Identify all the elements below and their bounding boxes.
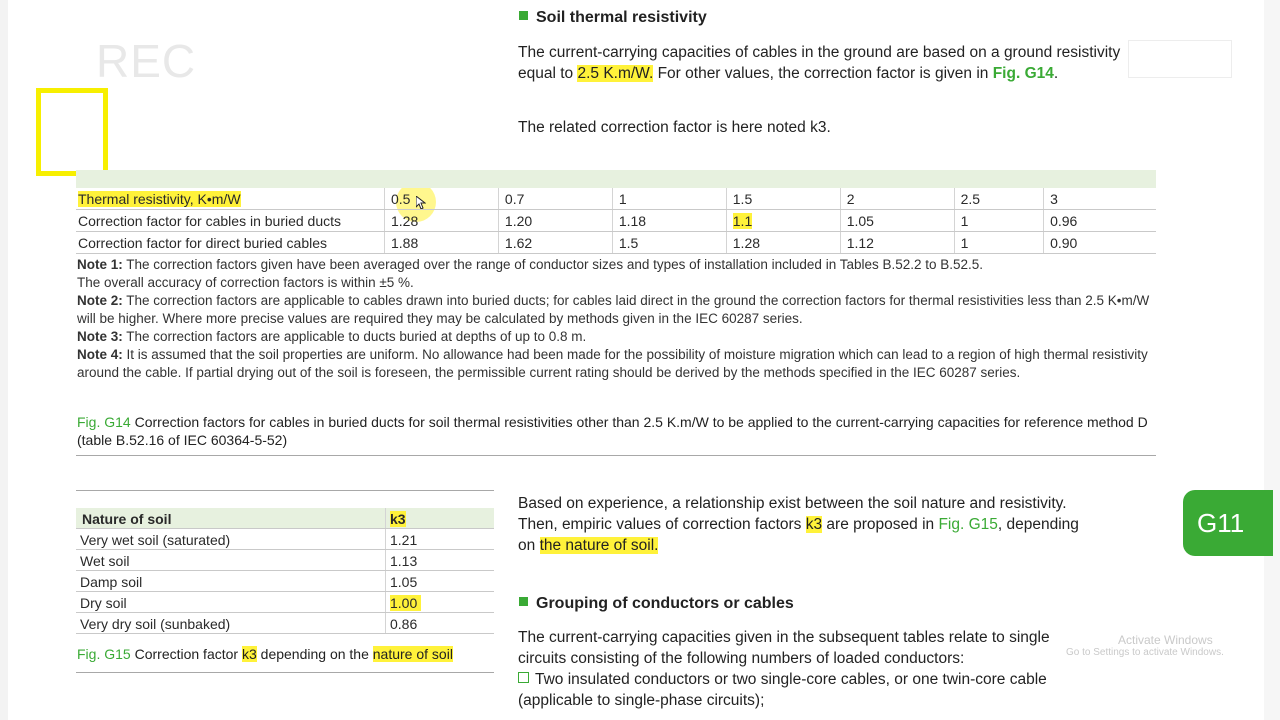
- g14-row-direct-buried: [76, 232, 1156, 254]
- g14-cell: 0.96: [1044, 210, 1156, 232]
- note-1-accuracy: The overall accuracy of correction factors is within ±5 %.: [77, 275, 414, 290]
- divider: [76, 455, 1156, 456]
- g15-header-row: [76, 508, 494, 529]
- g14-cell: 1.5: [726, 188, 840, 210]
- table-row: [76, 613, 494, 634]
- g14-notes: [77, 256, 1157, 382]
- g14-cell: 1.62: [498, 232, 612, 254]
- g14-cell: 0.7: [498, 188, 612, 210]
- table-row: [76, 529, 494, 550]
- g15-caption: Fig. G15 Correction factor k3 depending on the nature of soil: [77, 646, 453, 662]
- g15-cell-highlighted: 1.00: [390, 595, 421, 611]
- g14-row-label: Thermal resistivity, K•m/W: [78, 190, 241, 207]
- g14-caption: Fig. G14 Correction factors for cables in buried ducts for soil thermal resistivities other than 2.5 K.m/W to be applied to the current-carrying capacities for reference method D (table B.52.16 of IEC 60364-5-52): [77, 414, 1148, 448]
- ghost-overlay-box: [1128, 40, 1232, 78]
- fig-g15-label: Fig. G15: [77, 646, 131, 662]
- g14-cell: 1: [612, 188, 726, 210]
- record-highlight-box: [36, 88, 108, 176]
- g14-row-resistivity: [76, 188, 1156, 210]
- note-1: Note 1: The correction factors given have been averaged over the range of conductor sizes and types of installation included in Tables B.52.2 to B.52.5.: [77, 257, 984, 272]
- g15-table: [76, 508, 494, 634]
- g15-header-cell: k3: [390, 510, 406, 527]
- g14-cell: 2.5: [954, 188, 1043, 210]
- g15-cell: Very dry soil (sunbaked): [76, 613, 386, 634]
- soil-section-paragraph: The current-carrying capacities of cables in the ground are based on a ground resistivity equal to 2.5 K.m/W. For other values, the correction factor is given in Fig. G14.: [518, 44, 1121, 82]
- g14-cell: 0.90: [1044, 232, 1156, 254]
- g14-row-buried-ducts: [76, 210, 1156, 232]
- note-4: Note 4: It is assumed that the soil properties are uniform. No allowance had been made for the possibility of moisture migration which can lead to a region of high thermal resistivity around the cable. If partial drying out of the soil is foreseen, the permissible current rating should be derived by the methods specified in the IEC 60287 series.: [77, 347, 1148, 380]
- right-edge: [1264, 0, 1280, 720]
- grouping-paragraph: The current-carrying capacities given in the subsequent tables relate to single circuits consisting of the following numbers of loaded conductors: Two insulated conductors or two single-core cables, or one twin-core cable (applicable to single-phase circuits);: [518, 629, 1050, 709]
- g14-cell: 1: [954, 210, 1043, 232]
- activate-windows-watermark: Activate Windows Go to Settings to activate Windows.: [1066, 633, 1224, 658]
- g14-cell: 1.18: [612, 210, 726, 232]
- g14-table: [76, 170, 1156, 254]
- table-row: [76, 550, 494, 571]
- g14-cell: 3: [1044, 188, 1156, 210]
- divider: [76, 672, 494, 673]
- g15-cell: Wet soil: [76, 550, 386, 571]
- g14-cell: 2: [840, 188, 954, 210]
- g14-cell: 1.28: [385, 210, 499, 232]
- g14-cell-highlighted: 1.1: [732, 212, 753, 229]
- g15-cell: 1.21: [386, 529, 495, 550]
- k3-note: The related correction factor is here noted k3.: [518, 119, 831, 136]
- g14-cell: 1.05: [840, 210, 954, 232]
- table-row: [76, 571, 494, 592]
- soil-section-title: Soil thermal resistivity: [519, 9, 707, 27]
- g14-cell: 1.20: [498, 210, 612, 232]
- g14-header-band: [76, 170, 1156, 188]
- g14-row-label: Correction factor for cables in buried ducts: [76, 210, 385, 232]
- g15-cell: Dry soil: [76, 592, 386, 613]
- grouping-section-title: Grouping of conductors or cables: [519, 595, 794, 613]
- g15-cell: Damp soil: [76, 571, 386, 592]
- g14-cell: 1.88: [385, 232, 499, 254]
- g14-cell: 1.28: [726, 232, 840, 254]
- experience-paragraph: Based on experience, a relationship exist between the soil nature and resistivity. Then, empiric values of correction factors k3 are proposed in Fig. G15, depending on the nature of soil.: [518, 495, 1079, 554]
- g15-cell: Very wet soil (saturated): [76, 529, 386, 550]
- g14-cell: 1.5: [612, 232, 726, 254]
- bullet-square-icon: [518, 672, 529, 683]
- divider: [76, 490, 494, 491]
- g15-cell: 1.05: [386, 571, 495, 592]
- g14-cell: 1: [954, 232, 1043, 254]
- section-square-icon: [519, 11, 528, 20]
- g14-cell: 1.12: [840, 232, 954, 254]
- fig-g14-label: Fig. G14: [77, 414, 131, 430]
- left-edge: [0, 0, 8, 720]
- g15-cell: 1.13: [386, 550, 495, 571]
- rec-label: REC: [96, 35, 197, 87]
- g15-header-cell: Nature of soil: [76, 508, 386, 529]
- note-3: Note 3: The correction factors are applicable to ducts buried at depths of up to 0.8 m.: [77, 329, 587, 344]
- g14-row-label: Correction factor for direct buried cables: [76, 232, 385, 254]
- section-square-icon: [519, 597, 528, 606]
- fig-g15-link[interactable]: Fig. G15: [938, 516, 998, 533]
- fig-g14-link[interactable]: Fig. G14: [992, 65, 1054, 82]
- note-2: Note 2: The correction factors are applicable to cables drawn into buried ducts; for cables laid direct in the ground the correction factors for thermal resistivities less than 2.5 K•m/W will be higher. Where more precise values are required they may be calculated by methods given in the IEC 60287 series.: [77, 293, 1150, 326]
- page-tab: G11: [1183, 490, 1273, 556]
- g15-cell: 0.86: [386, 613, 495, 634]
- g14-cell: 0.5: [385, 188, 499, 210]
- table-row: [76, 592, 494, 613]
